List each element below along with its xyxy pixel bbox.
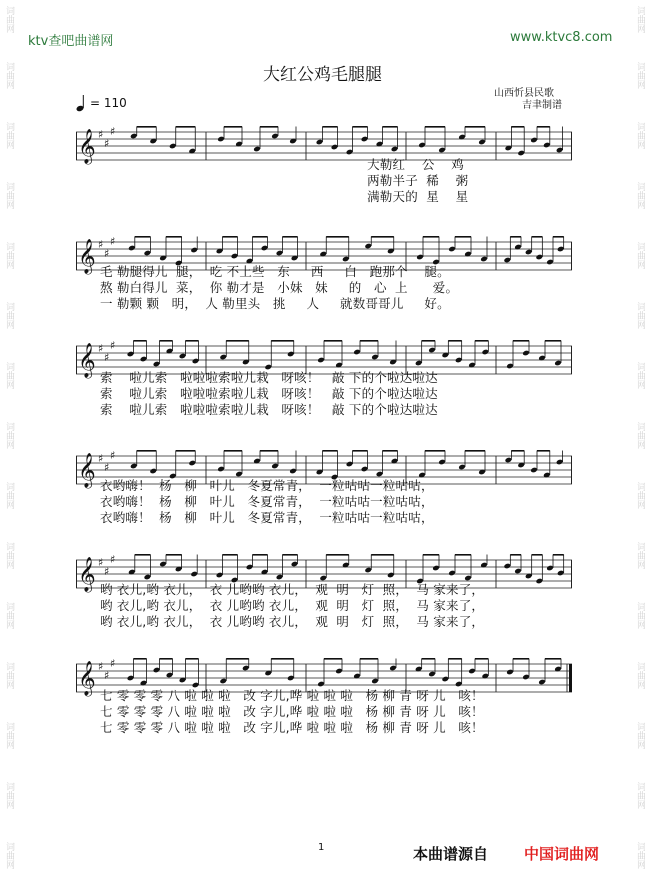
lyric-line: 衣哟嗨！ 杨 柳 叶儿 冬夏常青， 一粒咕咕一粒咕咕， (100, 510, 434, 525)
lyric-line: 索 啦儿索 啦啦啦索啦儿栽 呀咳！ 敲 下的个啦达啦达 (100, 386, 438, 401)
sharp-icon: ♯ (98, 128, 104, 141)
watermark-text: 词曲网 (635, 782, 645, 809)
sharp-icon: ♯ (110, 658, 116, 670)
lyric-line: 衣哟嗨！ 杨 柳 叶儿 冬夏常青， 一粒咕咕一粒咕咕， (100, 478, 434, 493)
sharp-icon: ♯ (104, 565, 110, 578)
lyric-line: 满勒天的 星 星 (100, 189, 469, 204)
watermark-text: 词曲网 (4, 482, 14, 509)
watermark-text: 词曲网 (4, 6, 14, 33)
treble-clef-icon: 𝄞 (78, 129, 96, 164)
treble-clef-icon: 𝄞 (78, 343, 96, 378)
source-label: 本曲谱源自 (413, 845, 489, 863)
lyric-line: 熬 勒白得儿 菜， 你 勒才是 小妹 妹 的 心 上 爱。 (100, 280, 459, 295)
lyric-line: 哟 衣儿,哟 衣儿， 衣 儿哟哟 衣儿， 观 明 灯 照， 马 家来了， (100, 598, 485, 613)
quarter-note-icon (76, 94, 86, 112)
lyric-line: 索 啦儿索 啦啦啦索啦儿栽 呀咳！ 敲 下的个啦达啦达 (100, 370, 438, 385)
sharp-icon: ♯ (110, 340, 116, 352)
watermark-text: 词曲网 (635, 302, 645, 329)
sharp-icon: ♯ (110, 450, 116, 462)
watermark-text: 词曲网 (4, 722, 14, 749)
watermark-text: 词曲网 (4, 182, 14, 209)
watermark-text: 词曲网 (635, 62, 645, 89)
treble-clef-icon: 𝄞 (78, 239, 96, 274)
watermark-text: 词曲网 (635, 242, 645, 269)
watermark-text: 词曲网 (4, 542, 14, 569)
site-name-left: ktv查吧曲谱网 (28, 34, 114, 49)
watermark-text: 词曲网 (635, 362, 645, 389)
tempo-marking (76, 94, 127, 112)
sharp-icon: ♯ (98, 660, 104, 673)
lyric-line: 大勒红 公 鸡 (100, 157, 464, 172)
watermark-text: 词曲网 (635, 182, 645, 209)
watermark-text: 词曲网 (4, 62, 14, 89)
watermark-text: 词曲网 (635, 722, 645, 749)
watermark-text: 词曲网 (635, 602, 645, 629)
sharp-icon: ♯ (98, 452, 104, 465)
sharp-icon: ♯ (110, 126, 116, 138)
watermark-text: 词曲网 (635, 482, 645, 509)
song-title: 大红公鸡毛腿腿 (263, 65, 382, 85)
watermark-text: 词曲网 (635, 842, 645, 869)
sharp-icon: ♯ (110, 236, 116, 248)
lyric-line: 毛 勒腿得儿 腿， 吃 不上些 东 西 白 跑那个 腿。 (100, 264, 450, 279)
lyric-line: 七 零 零 零 八 啦 啦 啦 改 字儿,哗 啦 啦 啦 杨 柳 青 呀 儿 咳！ (100, 704, 484, 719)
watermark-text: 词曲网 (4, 242, 14, 269)
score-arranger: 吉聿制谱 (522, 100, 562, 111)
sharp-icon: ♯ (98, 556, 104, 569)
watermark-column-right (631, 0, 645, 891)
sharp-icon: ♯ (110, 554, 116, 566)
treble-clef-icon: 𝄞 (78, 557, 96, 592)
lyric-line: 一 勒颗 颗 明， 人 勒里头 挑 人 就数哥哥儿 好。 (100, 296, 450, 311)
lyric-line: 七 零 零 零 八 啦 啦 啦 改 字儿,哗 啦 啦 啦 杨 柳 青 呀 儿 咳！ (100, 720, 484, 735)
watermark-text: 词曲网 (4, 122, 14, 149)
watermark-text: 词曲网 (635, 422, 645, 449)
watermark-text: 词曲网 (635, 122, 645, 149)
sharp-icon: ♯ (98, 342, 104, 355)
watermark-text: 词曲网 (4, 362, 14, 389)
sharp-icon: ♯ (104, 351, 110, 364)
watermark-column-left (0, 0, 14, 891)
watermark-text: 词曲网 (4, 422, 14, 449)
watermark-text: 词曲网 (4, 302, 14, 329)
watermark-text: 词曲网 (4, 602, 14, 629)
page-number: 1 (318, 842, 325, 853)
lyric-line: 两勒半子 稀 粥 (100, 173, 469, 188)
watermark-text: 词曲网 (4, 842, 14, 869)
tempo-value: = 110 (90, 96, 127, 110)
sharp-icon: ♯ (104, 669, 110, 682)
sharp-icon: ♯ (104, 137, 110, 150)
song-origin: 山西忻县民歌 (494, 88, 554, 99)
watermark-text: 词曲网 (4, 782, 14, 809)
lyric-line: 哟 衣儿,哟 衣儿， 衣 儿哟哟 衣儿， 观 明 灯 照， 马 家来了， (100, 614, 485, 629)
sharp-icon: ♯ (104, 461, 110, 474)
watermark-text: 词曲网 (4, 662, 14, 689)
site-url-right: www.ktvc8.com (510, 30, 613, 45)
lyric-line: 索 啦儿索 啦啦啦索啦儿栽 呀咳！ 敲 下的个啦达啦达 (100, 402, 438, 417)
source-brand: 中国词曲网 (524, 845, 600, 863)
lyric-line: 七 零 零 零 八 啦 啦 啦 改 字儿,哗 啦 啦 啦 杨 柳 青 呀 儿 咳！ (100, 688, 484, 703)
watermark-text: 词曲网 (635, 662, 645, 689)
treble-clef-icon: 𝄞 (78, 453, 96, 488)
sharp-icon: ♯ (104, 247, 110, 260)
watermark-text: 词曲网 (635, 6, 645, 33)
lyric-line: 衣哟嗨！ 杨 柳 叶儿 冬夏常青， 一粒咕咕一粒咕咕， (100, 494, 434, 509)
treble-clef-icon: 𝄞 (78, 661, 96, 696)
lyric-line: 哟 衣儿,哟 衣儿， 衣 儿哟哟 衣儿， 观 明 灯 照， 马 家来了， (100, 582, 485, 597)
sharp-icon: ♯ (98, 238, 104, 251)
watermark-text: 词曲网 (635, 542, 645, 569)
